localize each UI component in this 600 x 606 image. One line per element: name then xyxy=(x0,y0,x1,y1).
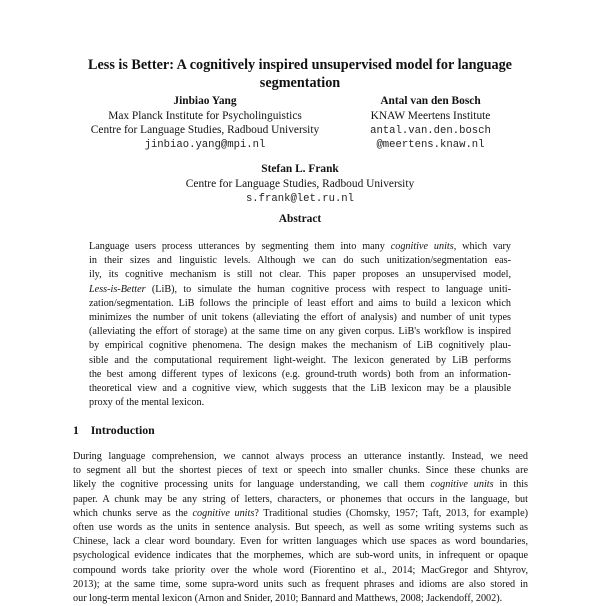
body-line: likely the cognitive processing units for language understanding, we call them cognitive units in this xyxy=(73,479,528,491)
abstract-line: zation/segmentation. LiB follows the principle of least effort and aims to build a lexicon which xyxy=(89,297,511,309)
abstract-line: Less-is-Better (LiB), to simulate the human cognitive process with respect to language uniti- xyxy=(89,283,511,295)
body-line: During language comprehension, we cannot always process an utterance instantly. Instead, we need xyxy=(73,451,528,462)
section-title: Introduction xyxy=(90,423,155,437)
abstract-line: by empirical cognitive phenomena. The design makes the mechanism of LiB cognitively plau- xyxy=(89,340,511,352)
abstract-line: proxy of the mental lexicon. xyxy=(89,397,205,409)
author-affiliation-3: Centre for Language Studies, Radboud University xyxy=(185,178,415,190)
body-line: Chinese, lack a clear word boundary. Even for written languages which use spaces as word boundaries, xyxy=(73,536,528,548)
paper-title-line-2: segmentation xyxy=(259,75,341,91)
body-line: 2013); at the same time, some supra-word units such as frequent phrases and idioms are also stored in xyxy=(73,578,528,590)
author-email-2b[interactable]: @meertens.knaw.nl xyxy=(376,139,485,151)
section-heading xyxy=(73,423,155,438)
author-name-3: Stefan L. Frank xyxy=(261,163,339,175)
abstract-line: Language users process utterances by segmenting them into many cognitive units, which vary xyxy=(89,241,511,252)
author-email-3[interactable]: s.frank@let.ru.nl xyxy=(245,193,355,205)
abstract-heading: Abstract xyxy=(278,213,322,225)
introduction-body xyxy=(73,450,528,606)
paper-title-line-1: Less is Better: A cognitively inspired unsupervised model for language xyxy=(88,57,512,73)
section-number: 1 xyxy=(73,423,79,437)
author-name-2: Antal van den Bosch xyxy=(380,95,481,107)
author-affiliation-2: KNAW Meertens Institute xyxy=(370,110,491,122)
abstract-line: (alleviating the effort of storage) at the same time on any given corpus. LiB's workflow is inspired xyxy=(89,326,511,338)
body-line: psychological evidence indicates that the morphemes, which are sub-word units, in infrequent or opaque xyxy=(73,550,528,562)
body-line: paper. A chunk may be any string of letters, characters, or phonemes that occurs in the language, but xyxy=(73,493,528,505)
author-email-1[interactable]: jinbiao.yang@mpi.nl xyxy=(144,139,266,151)
body-line: which chunks serve as the cognitive units? Traditional studies (Chomsky, 1957; Taft, 2013, for example) xyxy=(73,507,528,519)
body-line: compound words take priority over the whole word (Fiorentino et al., 2014; MacGregor and Shtyrov, xyxy=(73,564,528,576)
abstract-line: ily, its cognitive mechanism is still not clear. This paper proposes an unsupervised model, xyxy=(89,269,511,281)
abstract-line: minimizes the number of unit tokens (alleviating the effort of analysis) and number of unit types xyxy=(89,311,511,323)
author-name-1: Jinbiao Yang xyxy=(173,95,237,107)
abstract-line: the best among different types of lexicons (e.g. ground-truth words) both from an information- xyxy=(89,368,511,380)
body-line: our long-term mental lexicon (Arnon and Snider, 2010; Bannard and Matthews, 2008; Jackendoff, 2002). xyxy=(73,592,503,604)
body-line: often use words as the units in sentence analysis. But speech, as well as some writing systems such as xyxy=(73,521,528,533)
author-affiliation-1b: Centre for Language Studies, Radboud University xyxy=(90,124,320,136)
author-email-2a[interactable]: antal.van.den.bosch xyxy=(370,125,491,137)
body-line: to segment all but the shortest pieces of text or speech into smaller chunks. Since these chunks are xyxy=(73,465,528,477)
abstract-body xyxy=(89,240,511,410)
abstract-line: in their sizes and linguistic levels. Although we can do such unitization/segmentation eas- xyxy=(89,255,511,267)
author-affiliation-1a: Max Planck Institute for Psycholinguistics xyxy=(108,110,302,122)
abstract-line: sible and the computational requirement light-weight. The lexicon generated by LiB performs xyxy=(89,354,511,366)
abstract-line: theoretical view and a cognitive view, which suggests that the LiB lexicon may be a plausible xyxy=(89,382,511,394)
